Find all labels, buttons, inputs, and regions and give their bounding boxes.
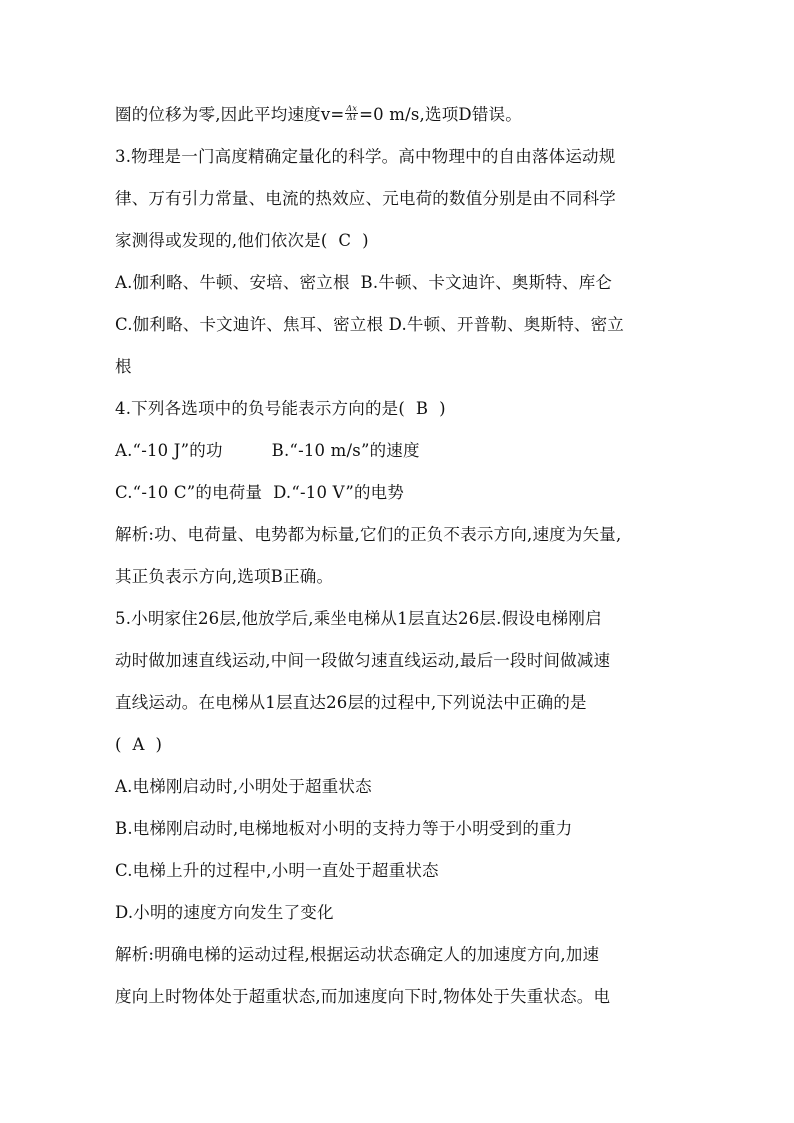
question-4-options-cd: C.“-10 C”的电荷量 D.“-10 V”的电势	[115, 483, 405, 502]
question-5-analysis-1: 解析:明确电梯的运动过程,根据运动状态确定人的加速度方向,加速	[115, 945, 600, 964]
question-4-analysis-1: 解析:功、电荷量、电势都为标量,它们的正负不表示方向,速度为矢量,	[115, 525, 622, 544]
question-5-line-2: 动时做加速直线运动,中间一段做匀速直线运动,最后一段时间做减速	[115, 651, 611, 670]
question-5-option-c: C.电梯上升的过程中,小明一直处于超重状态	[115, 861, 439, 880]
question-3-options-cd-cont: 根	[115, 357, 132, 376]
question-5-line-1: 5.小明家住26层,他放学后,乘坐电梯从1层直达26层.假设电梯刚启	[115, 609, 602, 628]
question-4-analysis-2: 其正负表示方向,选项B正确。	[115, 567, 334, 586]
question-5-line-3: 直线运动。在电梯从1层直达26层的过程中,下列说法中正确的是	[115, 693, 587, 712]
text-line-1	[115, 104, 522, 126]
question-3-line-2: 律、万有引力常量、电流的热效应、元电荷的数值分别是由不同科学	[115, 189, 616, 208]
question-5-option-a: A.电梯刚启动时,小明处于超重状态	[115, 777, 372, 796]
velocity-fraction	[345, 105, 358, 122]
question-5-analysis-2: 度向上时物体处于超重状态,而加速度向下时,物体处于失重状态。电	[115, 987, 611, 1006]
fraction-denominator: Δt	[347, 113, 357, 122]
question-3-line-3: 家测得或发现的,他们依次是( C )	[115, 231, 369, 250]
line1-post: =0 m/s,选项D错误。	[359, 105, 522, 124]
fraction-numerator: Δx	[346, 104, 358, 113]
question-4-options-ab: A.“-10 J”的功 B.“-10 m/s”的速度	[115, 441, 420, 460]
question-3-options-cd: C.伽利略、卡文迪许、焦耳、密立根 D.牛顿、开普勒、奥斯特、密立	[115, 315, 625, 334]
question-5-answer: ( A )	[115, 735, 163, 754]
question-3-options-ab: A.伽利略、牛顿、安培、密立根 B.牛顿、卡文迪许、奥斯特、库仑	[115, 273, 613, 292]
question-4-stem: 4.下列各选项中的负号能表示方向的是( B )	[115, 399, 446, 418]
question-3-line-1: 3.物理是一门高度精确定量化的科学。高中物理中的自由落体运动规	[115, 147, 616, 166]
question-5-option-d: D.小明的速度方向发生了变化	[115, 903, 334, 922]
line1-pre: 圈的位移为零,因此平均速度v=	[115, 105, 345, 124]
question-5-option-b: B.电梯刚启动时,电梯地板对小明的支持力等于小明受到的重力	[115, 819, 573, 838]
